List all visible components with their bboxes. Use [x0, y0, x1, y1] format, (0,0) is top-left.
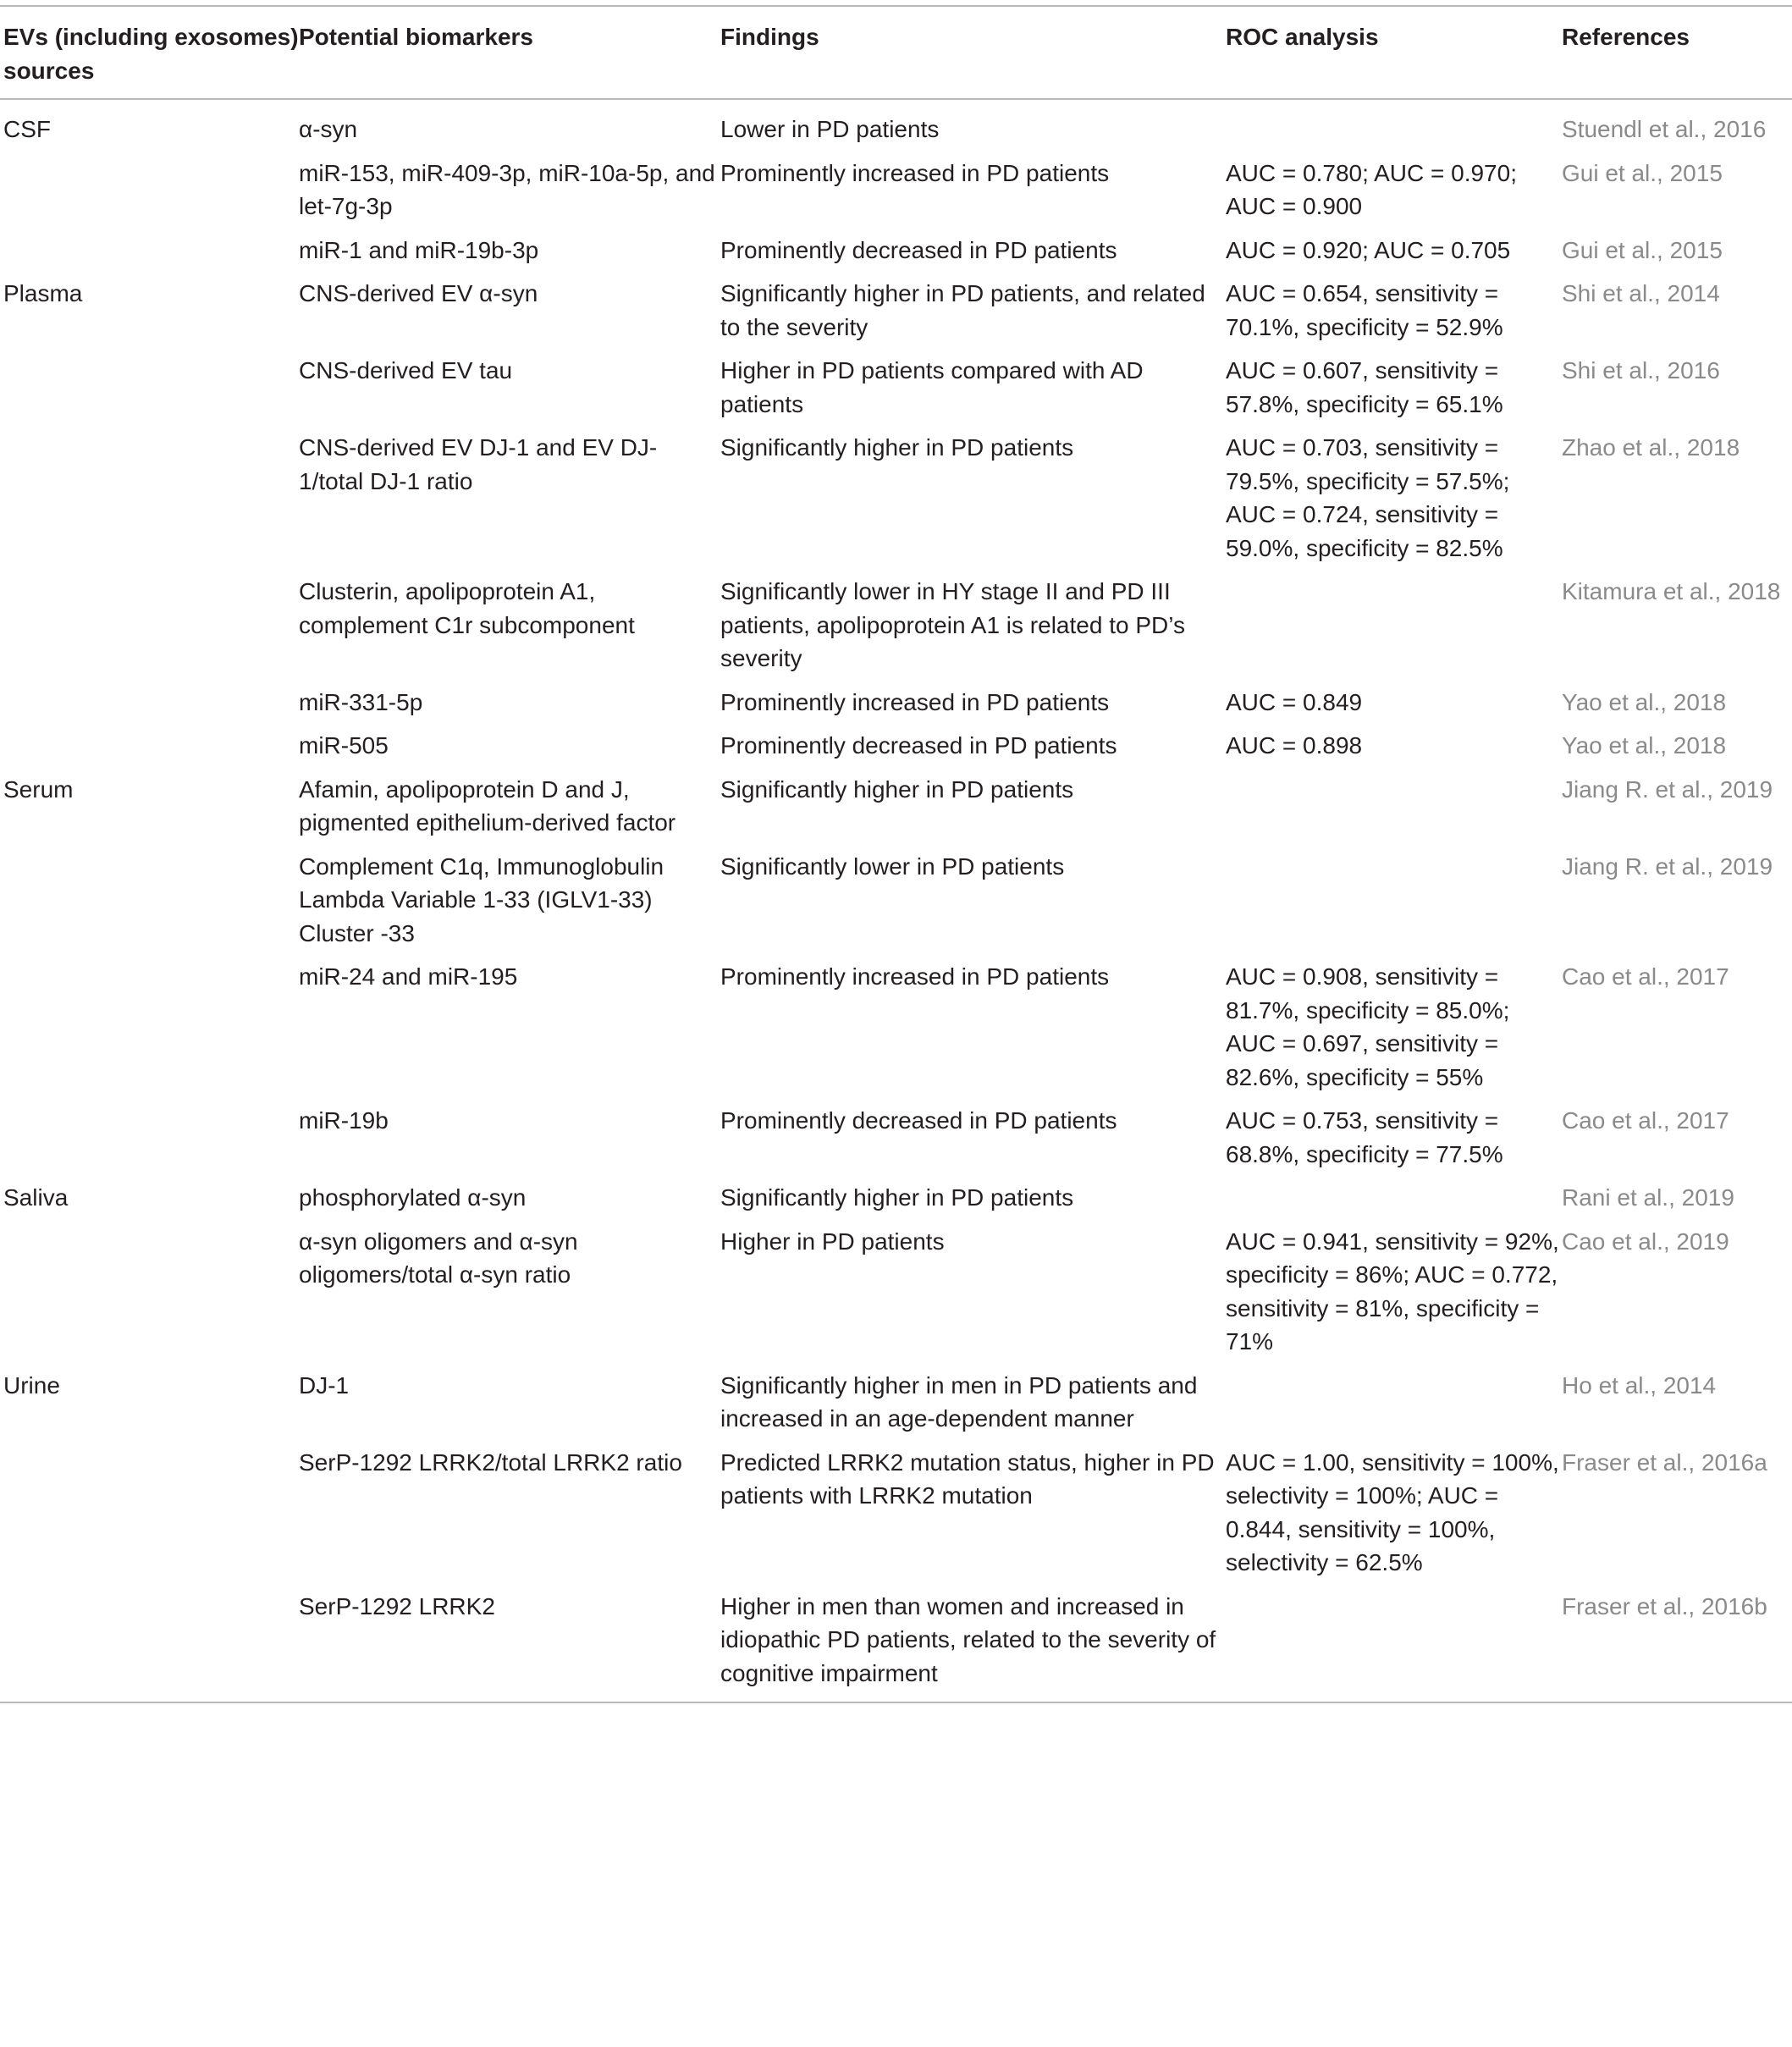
table-row [0, 153, 1792, 230]
findings-cell: Predicted LRRK2 mutation status, higher in PD patients with LRRK2 mutation [720, 1448, 1215, 1509]
reference-cell: Gui et al., 2015 [1562, 236, 1723, 263]
biomarker-cell: CNS-derived EV α-syn [299, 280, 538, 306]
biomarker-cell: α-syn [299, 116, 358, 142]
source-cell [0, 957, 299, 1101]
header-sources: EVs (including exosomes) sources [3, 24, 299, 84]
biomarker-cell: CNS-derived EV tau [299, 357, 513, 383]
biomarker-cell: miR-505 [299, 732, 389, 759]
table-row [0, 770, 1792, 847]
table-row [0, 1178, 1792, 1222]
source-cell [0, 428, 299, 571]
findings-cell: Prominently decreased in PD patients [720, 732, 1117, 759]
table-row [0, 682, 1792, 726]
source-cell [0, 1101, 299, 1178]
findings-cell: Significantly higher in PD patients, and related to the severity [720, 280, 1205, 340]
source-cell [0, 153, 299, 230]
source-cell [0, 682, 299, 726]
biomarker-cell: miR-1 and miR-19b-3p [299, 236, 539, 263]
reference-cell: Kitamura et al., 2018 [1562, 578, 1781, 604]
findings-cell: Prominently increased in PD patients [720, 159, 1110, 186]
source-cell: Urine [3, 1371, 60, 1399]
findings-cell: Prominently decreased in PD patients [720, 236, 1117, 263]
table-row [0, 847, 1792, 957]
table-row [0, 1101, 1792, 1178]
biomarker-table [0, 5, 1792, 1703]
source-cell [0, 726, 299, 770]
roc-cell [1226, 571, 1562, 682]
roc-cell [1226, 1178, 1562, 1222]
source-cell [0, 847, 299, 957]
biomarker-cell: Complement C1q, Immunoglobulin Lambda Variable 1-33 (IGLV1-33) Cluster -33 [299, 852, 664, 946]
roc-cell: AUC = 0.654, sensitivity = 70.1%, specificity = 52.9% [1226, 280, 1503, 340]
table-row [0, 1586, 1792, 1703]
header-biomarkers: Potential biomarkers [299, 24, 533, 50]
reference-cell: Yao et al., 2018 [1562, 688, 1727, 715]
header-row [0, 6, 1792, 99]
roc-cell [1226, 99, 1562, 153]
roc-cell: AUC = 0.607, sensitivity = 57.8%, specificity = 65.1% [1226, 357, 1503, 417]
roc-cell: AUC = 0.941, sensitivity = 92%, specificity = 86%; AUC = 0.772, sensitivity = 81%, specificity = 71% [1226, 1228, 1559, 1355]
table-row [0, 1222, 1792, 1366]
roc-cell: AUC = 0.703, sensitivity = 79.5%, specificity = 57.5%; AUC = 0.724, sensitivity = 59.0%, specificity = 82.5% [1226, 434, 1510, 561]
roc-cell: AUC = 0.780; AUC = 0.970; AUC = 0.900 [1226, 159, 1517, 219]
reference-cell: Ho et al., 2014 [1562, 1371, 1717, 1399]
findings-cell: Significantly higher in PD patients [720, 1184, 1074, 1211]
source-cell: CSF [3, 116, 51, 142]
source-cell: Serum [3, 775, 74, 803]
header-roc: ROC analysis [1226, 24, 1379, 50]
table-body [0, 99, 1792, 1702]
header-references: References [1562, 24, 1690, 50]
table-row [0, 957, 1792, 1101]
biomarker-cell: α-syn oligomers and α-syn oligomers/total α-syn ratio [299, 1228, 578, 1288]
reference-cell: Cao et al., 2017 [1562, 1107, 1729, 1134]
source-cell [0, 350, 299, 428]
roc-cell: AUC = 0.908, sensitivity = 81.7%, specificity = 85.0%; AUC = 0.697, sensitivity = 82.6%, specificity = 55% [1226, 963, 1510, 1090]
table-row [0, 571, 1792, 682]
reference-cell: Jiang R. et al., 2019 [1562, 852, 1773, 880]
findings-cell: Significantly lower in HY stage II and PD III patients, apolipoprotein A1 is related to PD’s severity [720, 578, 1185, 671]
roc-cell: AUC = 0.920; AUC = 0.705 [1226, 236, 1511, 263]
biomarker-cell: Afamin, apolipoprotein D and J, pigmented epithelium-derived factor [299, 775, 676, 836]
biomarker-cell: miR-153, miR-409-3p, miR-10a-5p, and let-7g-3p [299, 159, 715, 219]
roc-cell [1226, 1366, 1562, 1443]
findings-cell: Higher in PD patients compared with AD patients [720, 357, 1144, 417]
source-cell [0, 1586, 299, 1703]
table-row [0, 1443, 1792, 1586]
reference-cell: Shi et al., 2014 [1562, 280, 1720, 306]
findings-cell: Higher in men than women and increased in idiopathic PD patients, related to the severity of cognitive impairment [720, 1592, 1216, 1686]
findings-cell: Significantly higher in men in PD patients and increased in an age-dependent manner [720, 1371, 1198, 1432]
table-row [0, 273, 1792, 350]
reference-cell: Jiang R. et al., 2019 [1562, 775, 1773, 803]
findings-cell: Prominently increased in PD patients [720, 963, 1110, 990]
reference-cell: Yao et al., 2018 [1562, 732, 1727, 759]
roc-cell: AUC = 0.898 [1226, 732, 1363, 759]
reference-cell: Cao et al., 2019 [1562, 1228, 1729, 1255]
biomarker-cell: SerP-1292 LRRK2 [299, 1592, 495, 1619]
findings-cell: Significantly higher in PD patients [720, 434, 1074, 461]
findings-cell: Significantly lower in PD patients [720, 852, 1065, 880]
biomarker-cell: miR-19b [299, 1107, 389, 1134]
biomarker-cell: miR-331-5p [299, 688, 423, 715]
header-findings: Findings [720, 24, 819, 50]
source-cell: Saliva [3, 1184, 69, 1211]
roc-cell: AUC = 0.849 [1226, 688, 1363, 715]
findings-cell: Prominently decreased in PD patients [720, 1107, 1117, 1134]
findings-cell: Lower in PD patients [720, 116, 940, 142]
table-row [0, 350, 1792, 428]
reference-cell: Gui et al., 2015 [1562, 159, 1723, 186]
source-cell [0, 230, 299, 274]
biomarker-cell: DJ-1 [299, 1371, 350, 1399]
reference-cell: Cao et al., 2017 [1562, 963, 1729, 990]
biomarker-cell: SerP-1292 LRRK2/total LRRK2 ratio [299, 1448, 682, 1476]
biomarker-cell: Clusterin, apolipoprotein A1, complement C1r subcomponent [299, 578, 635, 638]
roc-cell: AUC = 0.753, sensitivity = 68.8%, specificity = 77.5% [1226, 1107, 1503, 1167]
table-row [0, 726, 1792, 770]
table-row [0, 230, 1792, 274]
reference-cell: Fraser et al., 2016b [1562, 1592, 1767, 1619]
table-header [0, 6, 1792, 99]
roc-cell [1226, 847, 1562, 957]
table-row [0, 99, 1792, 153]
table-row [0, 428, 1792, 571]
table-row [0, 1366, 1792, 1443]
source-cell [0, 1222, 299, 1366]
roc-cell [1226, 770, 1562, 847]
reference-cell: Rani et al., 2019 [1562, 1184, 1734, 1211]
reference-cell: Fraser et al., 2016a [1562, 1448, 1767, 1476]
roc-cell: AUC = 1.00, sensitivity = 100%, selectivity = 100%; AUC = 0.844, sensitivity = 100%, selectivity = 62.5% [1226, 1448, 1559, 1575]
findings-cell: Higher in PD patients [720, 1228, 945, 1255]
biomarker-cell: phosphorylated α-syn [299, 1184, 527, 1211]
biomarker-cell: miR-24 and miR-195 [299, 963, 518, 990]
source-cell [0, 571, 299, 682]
source-cell: Plasma [3, 280, 83, 306]
roc-cell [1226, 1586, 1562, 1703]
findings-cell: Significantly higher in PD patients [720, 775, 1074, 803]
biomarker-cell: CNS-derived EV DJ-1 and EV DJ-1/total DJ-1 ratio [299, 434, 658, 494]
findings-cell: Prominently increased in PD patients [720, 688, 1110, 715]
reference-cell: Stuendl et al., 2016 [1562, 116, 1767, 142]
source-cell [0, 1443, 299, 1586]
reference-cell: Shi et al., 2016 [1562, 357, 1720, 383]
reference-cell: Zhao et al., 2018 [1562, 434, 1740, 461]
